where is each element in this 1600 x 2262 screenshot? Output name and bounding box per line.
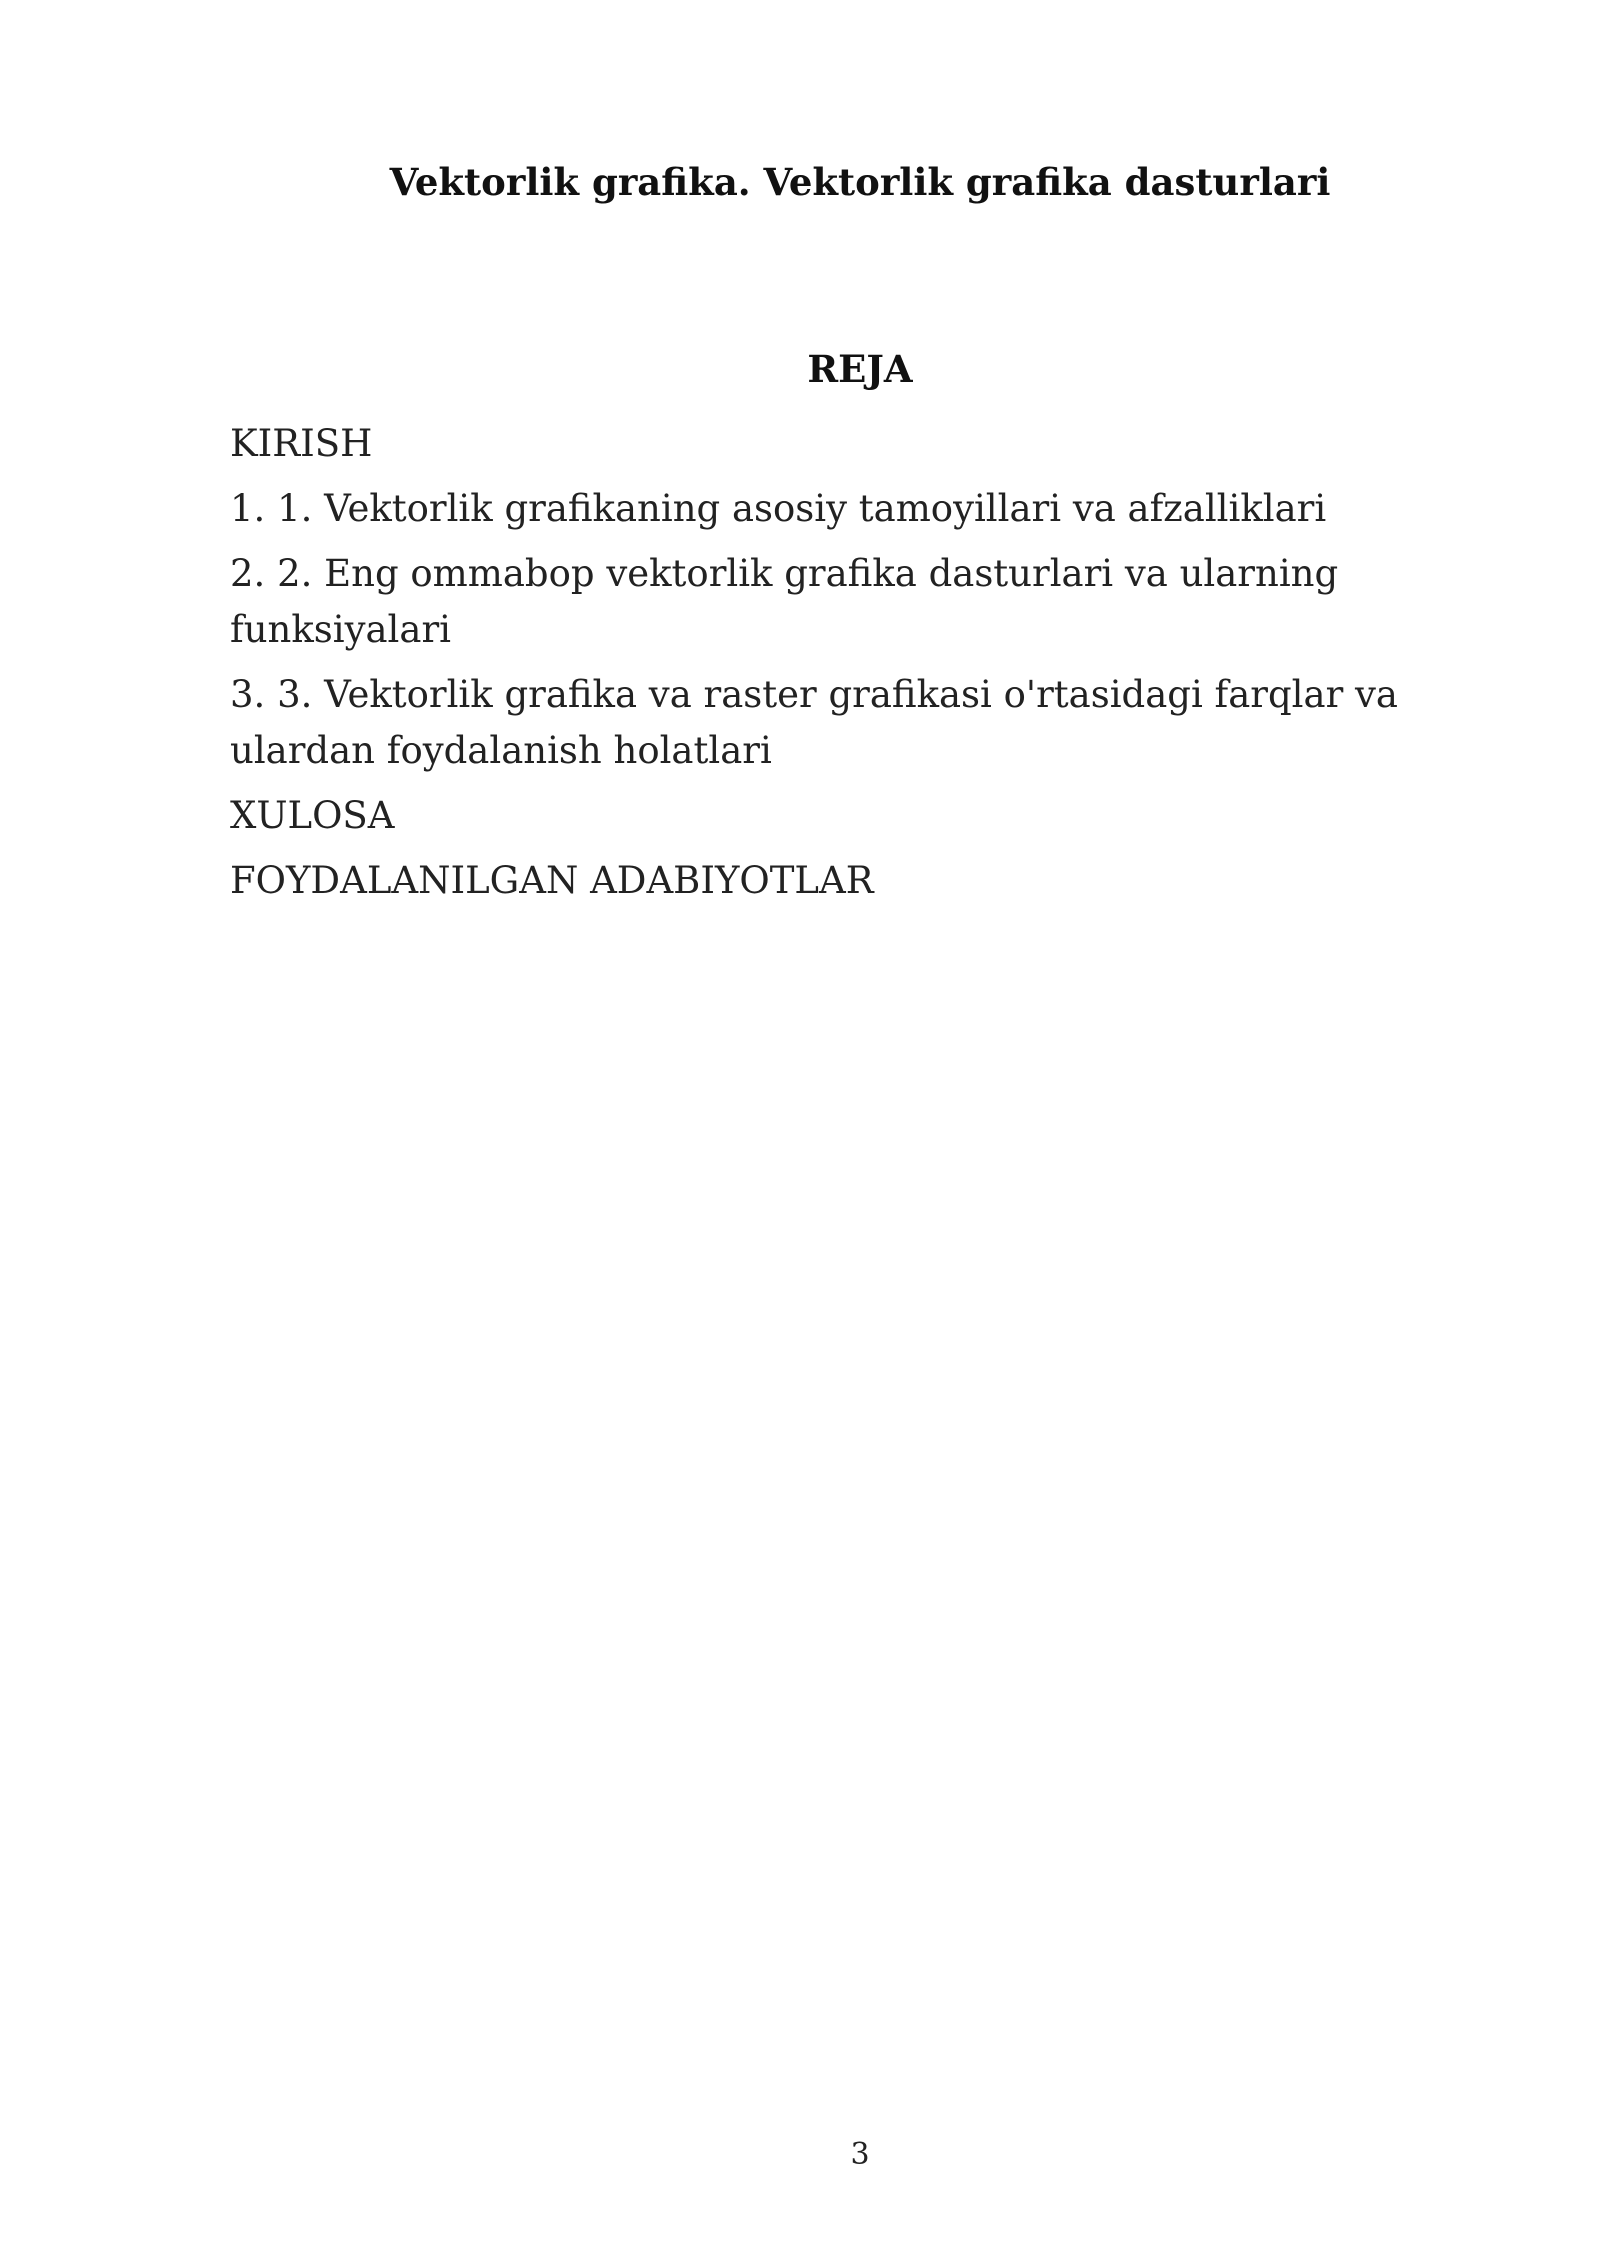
plan-heading: REJA [807,347,913,391]
toc-item-conclusion: XULOSA [230,794,395,837]
table-of-contents [230,416,1440,918]
toc-item-section-3: 3. 3. Vektorlik grafika va raster grafikasi o'rtasidagi farqlar va ulardan foydalanish holatlari [230,673,1398,772]
document-title: Vektorlik grafika. Vektorlik grafika dasturlari [389,160,1331,204]
toc-item-references: FOYDALANILGAN ADABIYOTLAR [230,859,874,902]
toc-item-section-2: 2. 2. Eng ommabop vektorlik grafika dasturlari va ularning funksiyalari [230,552,1339,651]
toc-item-section-1: 1. 1. Vektorlik grafikaning asosiy tamoyillari va afzalliklari [230,487,1327,530]
toc-item-introduction: KIRISH [230,422,373,465]
page-number: 3 [850,2137,870,2172]
